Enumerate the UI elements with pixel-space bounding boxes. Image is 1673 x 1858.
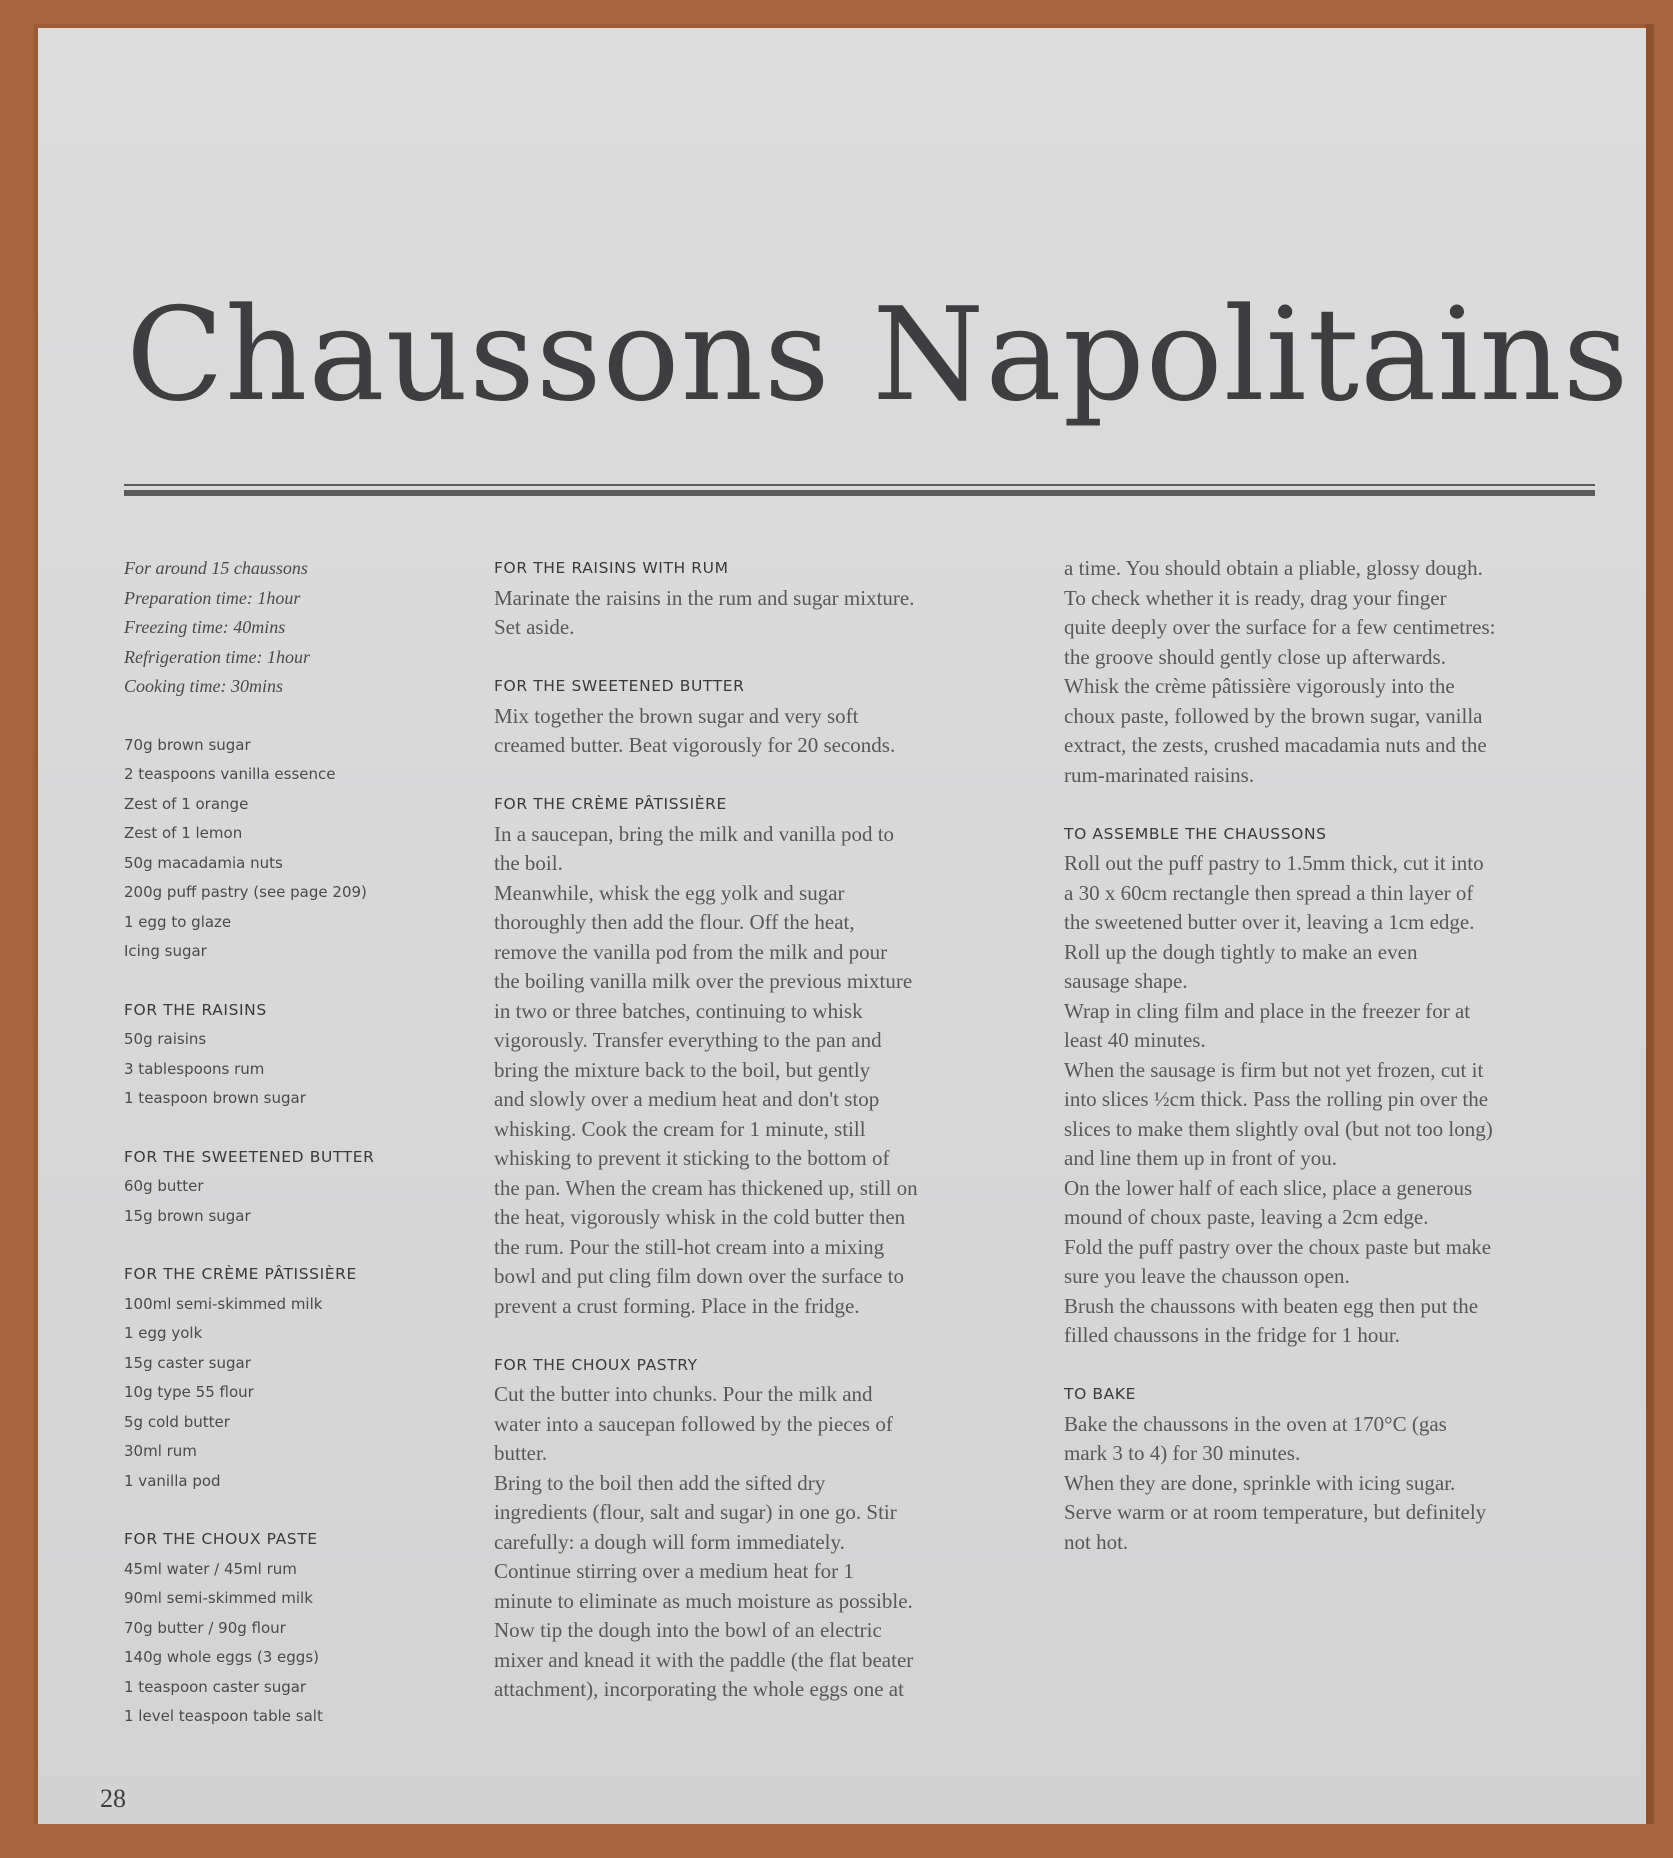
method-text-line: When they are done, sprinkle with icing sugar. bbox=[1064, 1470, 1456, 1495]
method-section bbox=[1064, 1380, 1624, 1557]
method-text-line: Whisk the crème pâtissière vigorously into the bbox=[1064, 674, 1455, 698]
ingredient-item: 30ml rum bbox=[124, 1442, 197, 1460]
method-text-line: the rum. Pour the still-hot cream into a mixing bbox=[494, 1234, 885, 1259]
method-section bbox=[494, 554, 1054, 643]
method-text-line: To check whether it is ready, drag your finger bbox=[1064, 585, 1447, 610]
ingredient-item: 70g brown sugar bbox=[124, 735, 251, 754]
ingredient-group bbox=[124, 1260, 474, 1496]
ingredient-group bbox=[124, 996, 474, 1114]
method-text-line: rum-marinated raisins. bbox=[1064, 762, 1255, 787]
ingredient-item: 15g caster sugar bbox=[124, 1353, 251, 1372]
ingredient-item: 1 egg yolk bbox=[124, 1324, 203, 1342]
ingredient-item: 50g raisins bbox=[124, 1030, 207, 1048]
method-text-line: Roll up the dough tightly to make an even bbox=[1064, 939, 1418, 964]
method-text-line: the boiling vanilla milk over the previous mixture bbox=[494, 969, 913, 993]
method-text-line: whisking to prevent it sticking to the bottom of bbox=[494, 1146, 890, 1170]
method-section-heading: TO ASSEMBLE THE CHAUSSONS bbox=[1064, 824, 1327, 843]
ingredient-group-heading: FOR THE SWEETENED BUTTER bbox=[124, 1147, 375, 1166]
page-number: 28 bbox=[100, 1784, 126, 1813]
ingredient-group bbox=[124, 731, 474, 967]
method-text-line: a time. You should obtain a pliable, glossy dough. bbox=[1064, 556, 1483, 580]
method-text-line: into slices ½cm thick. Pass the rolling pin over the bbox=[1064, 1087, 1489, 1111]
method-section-heading: FOR THE CHOUX PASTRY bbox=[494, 1355, 698, 1374]
ingredient-item: 10g type 55 flour bbox=[124, 1383, 254, 1401]
method-text-line: bowl and put cling film down over the surface to bbox=[494, 1264, 904, 1288]
method-section-heading: TO BAKE bbox=[1064, 1385, 1136, 1403]
method-text-line: Bring to the boil then add the sifted dry bbox=[494, 1470, 826, 1495]
method-text-line: mark 3 to 4) for 30 minutes. bbox=[1064, 1441, 1301, 1465]
ingredient-item: 3 tablespoons rum bbox=[124, 1059, 265, 1078]
method-text-line: whisking. Cook the cream for 1 minute, still bbox=[494, 1116, 866, 1141]
method-text-line: the sweetened butter over it, leaving a 1cm edge. bbox=[1064, 910, 1475, 934]
method-text-line: the boil. bbox=[494, 851, 563, 875]
method-text-line: in two or three batches, continuing to whisk bbox=[494, 998, 863, 1023]
method-text-line: extract, the zests, crushed macadamia nuts and the bbox=[1064, 733, 1487, 757]
method-text-line: vigorously. Transfer everything to the pan and bbox=[494, 1028, 882, 1052]
method-text-line: sure you leave the chausson open. bbox=[1064, 1264, 1350, 1288]
method-text-line: On the lower half of each slice, place a generous bbox=[1064, 1175, 1473, 1200]
method-text-line: bring the mixture back to the boil, but gently bbox=[494, 1057, 871, 1082]
method-text-line: creamed butter. Beat vigorously for 20 seconds. bbox=[494, 733, 896, 757]
method-text-line: Serve warm or at room temperature, but definitely bbox=[1064, 1500, 1487, 1524]
method-text-line: attachment), incorporating the whole eggs one at bbox=[494, 1677, 904, 1701]
method-text-line: water into a saucepan followed by the pieces of bbox=[494, 1411, 893, 1436]
ingredient-group-heading: FOR THE CHOUX PASTE bbox=[124, 1530, 318, 1548]
method-section bbox=[494, 790, 1054, 1321]
ingredient-item: 50g macadamia nuts bbox=[124, 853, 283, 872]
meta-line: Refrigeration time: 1hour bbox=[124, 646, 310, 667]
title-rule-thin bbox=[124, 484, 1595, 486]
method-text-line: least 40 minutes. bbox=[1064, 1028, 1206, 1052]
method-text-line: Mix together the brown sugar and very soft bbox=[494, 703, 859, 728]
ingredient-item: 1 level teaspoon table salt bbox=[124, 1707, 323, 1725]
ingredient-group bbox=[124, 1143, 474, 1232]
ingredient-item: 5g cold butter bbox=[124, 1412, 230, 1431]
method-section bbox=[494, 1351, 1054, 1705]
method-section-heading: FOR THE CRÈME PÂTISSIÈRE bbox=[494, 795, 727, 813]
ingredient-item: 200g puff pastry (see page 209) bbox=[124, 883, 367, 901]
method-text-line: remove the vanilla pod from the milk and pour bbox=[494, 939, 888, 964]
ingredient-item: 100ml semi-skimmed milk bbox=[124, 1294, 323, 1313]
method-text-line: In a saucepan, bring the milk and vanilla pod to bbox=[494, 821, 895, 846]
ingredients-column bbox=[124, 554, 474, 1761]
ingredient-item: 1 teaspoon caster sugar bbox=[124, 1677, 307, 1696]
ingredient-item: 70g butter / 90g flour bbox=[124, 1618, 286, 1637]
method-text-line: a 30 x 60cm rectangle then spread a thin layer of bbox=[1064, 880, 1474, 905]
method-text-line: sausage shape. bbox=[1064, 969, 1188, 993]
method-section bbox=[494, 672, 1054, 761]
ingredient-item: 1 vanilla pod bbox=[124, 1471, 221, 1490]
method-text-line: Brush the chaussons with beaten egg then put the bbox=[1064, 1293, 1479, 1318]
method-text-line: and slowly over a medium heat and don't stop bbox=[494, 1087, 880, 1111]
method-text-line: Cut the butter into chunks. Pour the milk and bbox=[494, 1382, 873, 1406]
method-text-line: mound of choux paste, leaving a 2cm edge. bbox=[1064, 1205, 1429, 1229]
ingredient-group-heading: FOR THE RAISINS bbox=[124, 1000, 267, 1019]
ingredient-item: Icing sugar bbox=[124, 942, 207, 960]
method-column-middle bbox=[494, 554, 1054, 1734]
method-text-line: minute to eliminate as much moisture as possible. bbox=[494, 1588, 913, 1613]
method-text-line: Roll out the puff pastry to 1.5mm thick, cut it into bbox=[1064, 851, 1484, 875]
method-text-line: Wrap in cling film and place in the freezer for at bbox=[1064, 998, 1471, 1023]
ingredient-item: 1 teaspoon brown sugar bbox=[124, 1089, 306, 1107]
method-text-line: choux paste, followed by the brown sugar, vanilla bbox=[1064, 703, 1483, 728]
book-page bbox=[34, 24, 1646, 1824]
method-text-line: the groove should gently close up afterwards. bbox=[1064, 644, 1446, 669]
ingredient-item: 90ml semi-skimmed milk bbox=[124, 1589, 313, 1607]
ingredient-group-heading: FOR THE CRÈME PÂTISSIÈRE bbox=[124, 1265, 357, 1283]
method-section bbox=[1064, 820, 1624, 1351]
meta-line: Freezing time: 40mins bbox=[124, 617, 286, 637]
method-text-line: ingredients (flour, salt and sugar) in one go. Stir bbox=[494, 1500, 897, 1524]
recipe-meta bbox=[124, 554, 474, 702]
method-text-line: prevent a crust forming. Place in the fridge. bbox=[494, 1293, 860, 1318]
ingredient-item: 140g whole eggs (3 eggs) bbox=[124, 1648, 319, 1666]
meta-line: Cooking time: 30mins bbox=[124, 676, 283, 696]
method-text-line: butter. bbox=[494, 1441, 548, 1465]
meta-line: For around 15 chaussons bbox=[124, 558, 308, 578]
method-text-line: Now tip the dough into the bowl of an electric bbox=[494, 1618, 882, 1642]
method-text-line: filled chaussons in the fridge for 1 hour. bbox=[1064, 1323, 1400, 1347]
ingredient-item: 2 teaspoons vanilla essence bbox=[124, 765, 336, 783]
method-text-line: Marinate the raisins in the rum and sugar mixture. bbox=[494, 585, 915, 610]
method-text-line: mixer and knead it with the paddle (the flat beater bbox=[494, 1647, 914, 1672]
page-title: Chaussons Napolitains bbox=[126, 281, 1630, 430]
method-text-line: Set aside. bbox=[494, 615, 575, 639]
method-text-line: Continue stirring over a medium heat for 1 bbox=[494, 1559, 854, 1583]
ingredient-item: Zest of 1 orange bbox=[124, 794, 249, 813]
ingredient-item: 60g butter bbox=[124, 1177, 204, 1195]
method-column-right bbox=[1064, 554, 1624, 1587]
method-text-line: slices to make them slightly oval (but not too long) bbox=[1064, 1116, 1493, 1141]
method-section-heading: FOR THE SWEETENED BUTTER bbox=[494, 677, 745, 695]
method-text-line: Bake the chaussons in the oven at 170°C (gas bbox=[1064, 1411, 1447, 1436]
method-section bbox=[1064, 554, 1624, 790]
ingredient-item: 15g brown sugar bbox=[124, 1206, 251, 1225]
method-text-line: not hot. bbox=[1064, 1529, 1129, 1554]
page-edge-shadow bbox=[1646, 24, 1654, 1824]
method-text-line: Fold the puff pastry over the choux paste but make bbox=[1064, 1234, 1492, 1259]
method-text-line: Meanwhile, whisk the egg yolk and sugar bbox=[494, 880, 845, 905]
method-text-line: the heat, vigorously whisk in the cold butter then bbox=[494, 1205, 906, 1229]
ingredient-item: 1 egg to glaze bbox=[124, 912, 232, 931]
method-text-line: quite deeply over the surface for a few centimetres: bbox=[1064, 615, 1496, 639]
ingredient-item: 45ml water / 45ml rum bbox=[124, 1559, 297, 1578]
meta-line: Preparation time: 1hour bbox=[124, 587, 301, 608]
method-text-line: carefully: a dough will form immediately. bbox=[494, 1529, 845, 1554]
ingredient-item: Zest of 1 lemon bbox=[124, 824, 243, 842]
title-rule-thick bbox=[124, 490, 1595, 496]
method-text-line: thoroughly then add the flour. Off the heat, bbox=[494, 910, 855, 934]
method-text-line: and line them up in front of you. bbox=[1064, 1146, 1337, 1170]
method-text-line: the pan. When the cream has thickened up, still on bbox=[494, 1175, 918, 1200]
method-text-line: When the sausage is firm but not yet frozen, cut it bbox=[1064, 1057, 1484, 1082]
ingredient-list bbox=[124, 731, 474, 1732]
method-section-heading: FOR THE RAISINS WITH RUM bbox=[494, 559, 729, 577]
ingredient-group bbox=[124, 1525, 474, 1732]
